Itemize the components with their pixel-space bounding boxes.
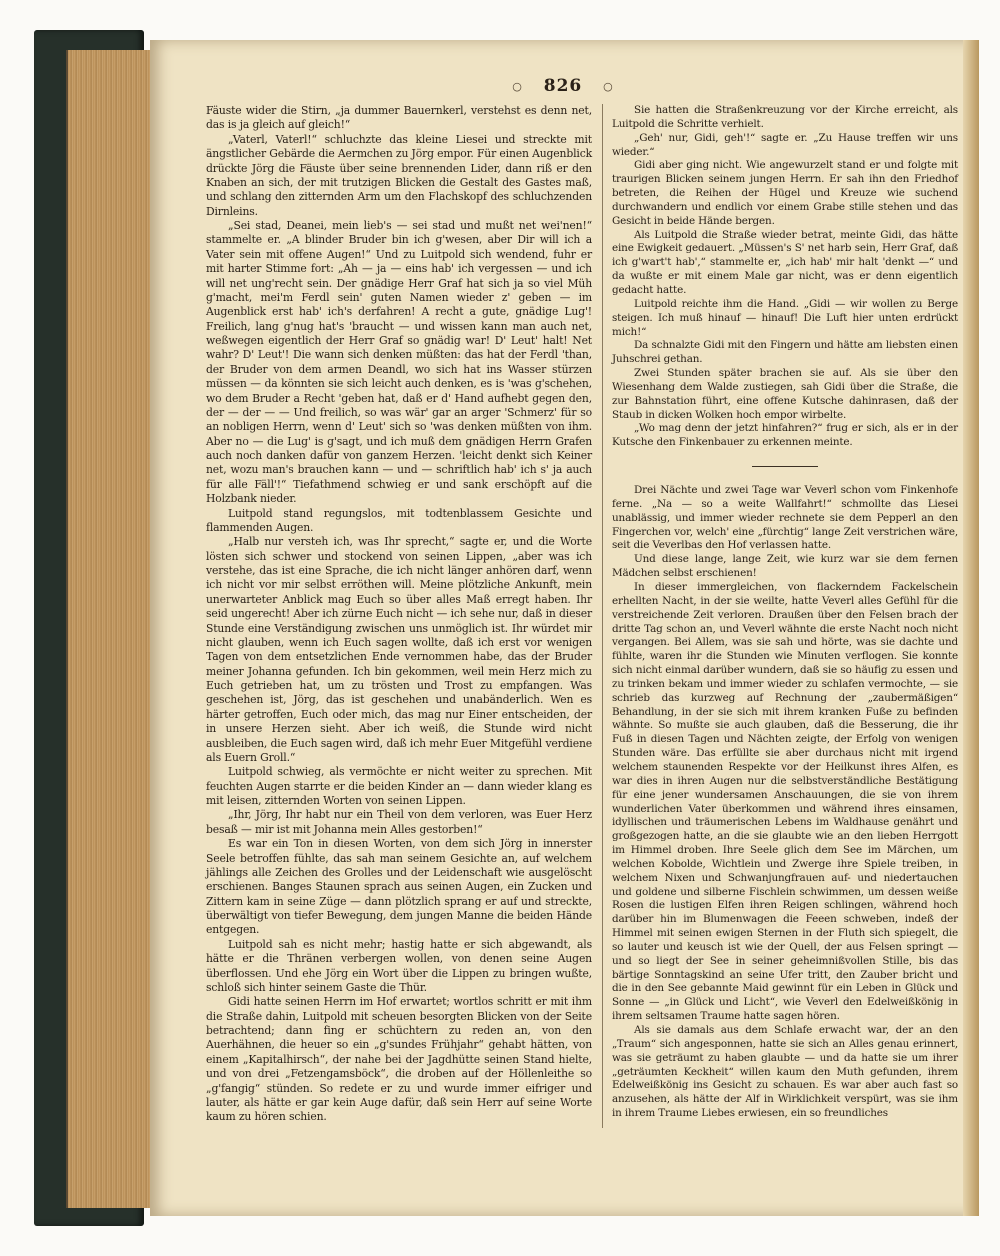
paragraph: Als Luitpold die Straße wieder betrat, meinte Gidi, das hätte eine Ewigkeit gedauert. „Müssen's S' net harb sein, Herr Graf, daß ich g'wart't hab',“ stammelte er, „ich hab' mir halt 'denkt —“ und da wußte er mit einem Male gar nicht, was er denn eigentlich gedacht hatte. xyxy=(612,228,958,296)
header-ornament-right: ○ xyxy=(603,80,614,93)
page-curl xyxy=(963,40,979,1216)
paragraph: „Halb nur versteh ich, was Ihr sprecht,“ sagte er, und die Worte lösten sich schwer und stockend von seinen Lippen, „aber was ich verstehe, das ist eine Sprache, die ich nicht länger anhören darf, wenn ich nicht vor mir selbst erröthen will. Meine plötzliche Ankunft, mein unerwarteter Anblick mag Euch so über alles Maß erregt haben. Ihr seid ungerecht! Aber ich zürne Euch nicht — ich sehe nur, daß in dieser Stunde eine Verständigung zwischen uns unmöglich ist. Ihr würdet mir nicht glauben, wenn ich Euch sagen wollte, daß ich erst vor wenigen Tagen von dem entsetzlichen Ende vernommen habe, das der Bruder meiner Johanna gefunden. Ich bin gekommen, weil mein Herz mich zu Euch getrieben hat, um zu trösten und Trost zu empfangen. Was geschehen ist, Jörg, das ist geschehen und unabänderlich. Wen es härter getroffen, Euch oder mich, das mag nur Einer entscheiden, der in unsere Herzen sieht. Aber ich weiß, die Stunde wird nicht ausbleiben, die Euch sagen wird, daß ich mehr Euer Mitgefühl verdiene als Euern Groll.“ xyxy=(206,535,592,764)
paragraph: In dieser immergleichen, von flackerndem Fackelschein erhellten Nacht, in der sie weilte, hatte Veverl alles Gefühl für die verstreichende Zeit verloren. Draußen über den Felsen brach der dritte Tag schon an, und Veverl wähnte die erste Nacht noch nicht vergangen. Bei Allem, was sie sah und hörte, was sie dachte und fühlte, waren ihr die Stunden wie Minuten verflogen. Sie konnte sich nicht einmal darüber wundern, daß sie so häufig zu essen und zu trinken bekam und immer wieder zu schlafen vermochte, — sie schrieb das kurzweg auf Rechnung der „zaubermäßigen“ Behandlung, in der sie sich mit ihrem kranken Fuße zu befinden wähnte. So mußte sie auch glauben, daß die Besserung, die ihr Fuß in diesen Tagen und Nächten zeigte, der Erfolg von wenigen Stunden wäre. Das erfüllte sie aber durchaus nicht mit irgend welchem staunenden Respekte vor der Heilkunst ihres Alfen, es war dies in ihren Augen nur die selbstverständliche Bestätigung für eine jener wundersamen Anschauungen, die sie von ihrem wunderlichen Vater überkommen und während ihres einsamen, idyllischen und träumerischen Lebens im Waldhause genährt und großgezogen hatte, an die sie glaubte wie an den lieben Herrgott im Himmel droben. Ihre Seele glich dem See im Märchen, um welchen Kobolde, Wichtlein und Zwerge ihre Spiele treiben, in welchem Nixen und Schwanjungfrauen auf- und niedertauchen und goldene und silberne Fischlein schwimmen, um dessen weiße Rosen die lustigen Elfen ihren Reigen schlingen, während hoch darüber hin im Blumenwagen die Feeen schweben, indeß der Himmel mit seinen ewigen Sternen in der Fluth sich spiegelt, die so lauter und keusch ist wie der Quell, der aus Felsen springt — und so liegt der See in seiner geheimnißvollen Stille, bis das bärtige Sonntagskind an seine Ufer tritt, den Zauber bricht und die in den See gebannte Maid gewinnt für ein Leben in Glück und Sonne — „in Glück und Licht“, wie Veverl den Edelweißkönig in ihrem seltsamen Traume hatte sagen hören. xyxy=(612,581,958,1023)
paragraph: Fäuste wider die Stirn, „ja dummer Bauernkerl, verstehst es denn net, das is ja gleich auf gleich!“ xyxy=(206,104,592,132)
column-divider xyxy=(602,104,603,1128)
paragraph: Drei Nächte und zwei Tage war Veverl schon vom Finkenhofe ferne. „Na — so a weite Wallfahrt!“ schmollte das Liesei unablässig, und immer wieder rechnete sie dem Pepperl an den Fingerchen vor, welch' eine „fürchtig“ lange Zeit verstrichen wäre, seit die Veverlbas den Hof verlassen hatte. xyxy=(612,484,958,552)
paragraph: Gidi hatte seinen Herrn im Hof erwartet; wortlos schritt er mit ihm die Straße dahin, Luitpold mit scheuen besorgten Blicken von der Seite betrachtend; dann fing er schüchtern zu reden an, von den Auerhähnen, die heuer so ein „g'sundes Frühjahr“ gehabt hätten, von einem „Kapitalhirsch“, der nahe bei der Jagdhütte seinen Stand hielte, und von drei „Fetzengamsböck“, die droben auf der Höllenleithe so „g'fangig“ stünden. So redete er zu und wurde immer eifriger und lauter, als hätte er gar kein Auge dafür, daß sein Herr auf seine Worte kaum zu hören schien. xyxy=(206,995,592,1124)
paragraph: Gidi aber ging nicht. Wie angewurzelt stand er und folgte mit traurigen Blicken seinem jungen Herrn. Er sah ihn den Friedhof betreten, die Reihen der Hügel und Kreuze wie suchend durchwandern und endlich vor einem Grabe stille stehen und das Gesicht in beide Hände bergen. xyxy=(612,159,958,227)
paragraph: Luitpold sah es nicht mehr; hastig hatte er sich abgewandt, als hätte er die Thränen verbergen wollen, von denen seine Augen überflossen. Und ehe Jörg ein Wort über die Lippen zu bringen wußte, schloß sich hinter seinem Gaste die Thür. xyxy=(206,937,592,994)
paragraph: Luitpold stand regungslos, mit todtenblassem Gesichte und flammenden Augen. xyxy=(206,506,592,534)
paragraph: Sie hatten die Straßenkreuzung vor der Kirche erreicht, als Luitpold die Schritte verhielt. xyxy=(612,104,958,130)
paragraph: „Wo mag denn der jetzt hinfahren?“ frug er sich, als er in der Kutsche den Finkenbauer zu erkennen meinte. xyxy=(612,422,958,449)
right-column xyxy=(612,104,958,1121)
paragraph: „Geh' nur, Gidi, geh'!“ sagte er. „Zu Hause treffen wir uns wieder.“ xyxy=(612,131,958,158)
paragraph: Luitpold schwieg, als vermöchte er nicht weiter zu sprechen. Mit feuchten Augen starrte er die beiden Kinder an — dann wieder klang es mit leisen, zitternden Worten von seinen Lippen. xyxy=(206,765,592,807)
page-header xyxy=(150,76,976,96)
paragraph: „Vaterl, Vaterl!“ schluchzte das kleine Liesei und streckte mit ängstlicher Gebärde die Aermchen zu Jörg empor. Für einen Augenblick drückte Jörg die Fäuste über seine brennenden Lider, dann riß er den Knaben an sich, der mit trutzigen Blicken die Gestalt des Gastes maß, und schlang den zitternden Arm um den Flachskopf des schluchzenden Dirnleins. xyxy=(206,132,592,218)
paragraph: „Ihr, Jörg, Ihr habt nur ein Theil von dem verloren, was Euer Herz besaß — mir ist mit Johanna mein Alles gestorben!“ xyxy=(206,808,592,836)
paragraph: Es war ein Ton in diesen Worten, von dem sich Jörg in innerster Seele betroffen fühlte, das sah man seinem Gesichte an, auf welchem jählings alle Zeichen des Grolles und der Leidenschaft wie ausgelöscht erschienen. Banges Staunen sprach aus seinen Augen, ein Zucken und Zittern kam in seine Züge — dann plötzlich sprang er auf und streckte, überwältigt von tiefer Bewegung, dem jungen Manne die beiden Hände entgegen. xyxy=(206,837,592,937)
header-ornament-left: ○ xyxy=(512,80,523,93)
paragraph: „Sei stad, Deanei, mein lieb's — sei stad und mußt net wei'nen!“ stammelte er. „A blinder Bruder bin ich g'wesen, aber Dir will ich a Vater sein mit offene Augen!“ Und zu Luitpold sich wendend, fuhr er mit harter Stimme fort: „Ah — ja — eins hab' ich vergessen — und ich will net ung'recht sein. Der gnädige Herr Graf hat sich ja so viel Müh g'macht, mei'm Ferdl sein' guten Namen wieder z' geben — im Augenblick erst hab' ich's derfahren! A recht a gute, gnädige Lug'! Freilich, lang g'nug hat's 'braucht — und wissen kann man auch net, weßwegen eigentlich der Herr Graf so gnädig war! D' Leut' halt! Net wahr? D' Leut'! Die wann sich denken müßten: das hat der Ferdl 'than, der Bruder von dem armen Deandl, wo sich hat ins Wasser stürzen müssen — da könnten sie sich leicht auch denken, es is 'was g'schehen, wo dem Bruder a Recht 'geben hat, daß er d' Hand aufhebt gegen den, der — der — — Und freilich, so was wär' gar an arger 'Schmerz' für so an nobligen Herrn, wenn d' Leut' sich so 'was denken müßten von ihm. Aber no — die Lug' is g'sagt, und ich muß dem gnädigen Herrn Grafen auch noch danken dafür von ganzem Herzen. 'leicht denkt sich Keiner net, wozu man's brauchen kann — und — schriftlich hab' ich s' ja auch für alle Fäll'!“ Tiefathmend schwieg er und sank erschöpft auf die Holzbank nieder. xyxy=(206,219,592,506)
page-number: 826 xyxy=(543,76,583,96)
page-edges xyxy=(66,50,156,1208)
paragraph: Und diese lange, lange Zeit, wie kurz war sie dem fernen Mädchen selbst erschienen! xyxy=(612,553,958,580)
paragraph: Zwei Stunden später brachen sie auf. Als sie über den Wiesenhang dem Walde zustiegen, sah Gidi über die Straße, die zur Bahnstation führt, eine offene Kutsche dahinrasen, daß der Staub in dicken Wolken hoch empor wirbelte. xyxy=(612,367,958,421)
paragraph: Da schnalzte Gidi mit den Fingern und hätte am liebsten einen Juhschrei gethan. xyxy=(612,339,958,366)
right-column-top-section xyxy=(612,104,958,450)
paragraph: Als sie damals aus dem Schlafe erwacht war, der an den „Traum“ sich angesponnen, hatte sie sich an Alles genau erinnert, was sie geträumt zu haben glaubte — und da hatte sie um ihrer „geträumten Keckheit“ willen kaum den Muth gefunden, ihrem Edelweißkönig ins Gesicht zu schauen. Es war aber auch fast so anzusehen, als hätte der Alf in Wirklichkeit verspürt, was sie ihm in ihrem Traume Liebes erwiesen, ein so freundliches xyxy=(612,1024,958,1120)
left-column xyxy=(206,104,592,1125)
paragraph: Luitpold reichte ihm die Hand. „Gidi — wir wollen zu Berge steigen. Ich muß hinauf — hinauf! Die Luft hier unten erdrückt mich!“ xyxy=(612,297,958,338)
right-column-bottom-section xyxy=(612,484,958,1121)
section-separator xyxy=(612,450,958,484)
section-rule xyxy=(752,466,818,467)
